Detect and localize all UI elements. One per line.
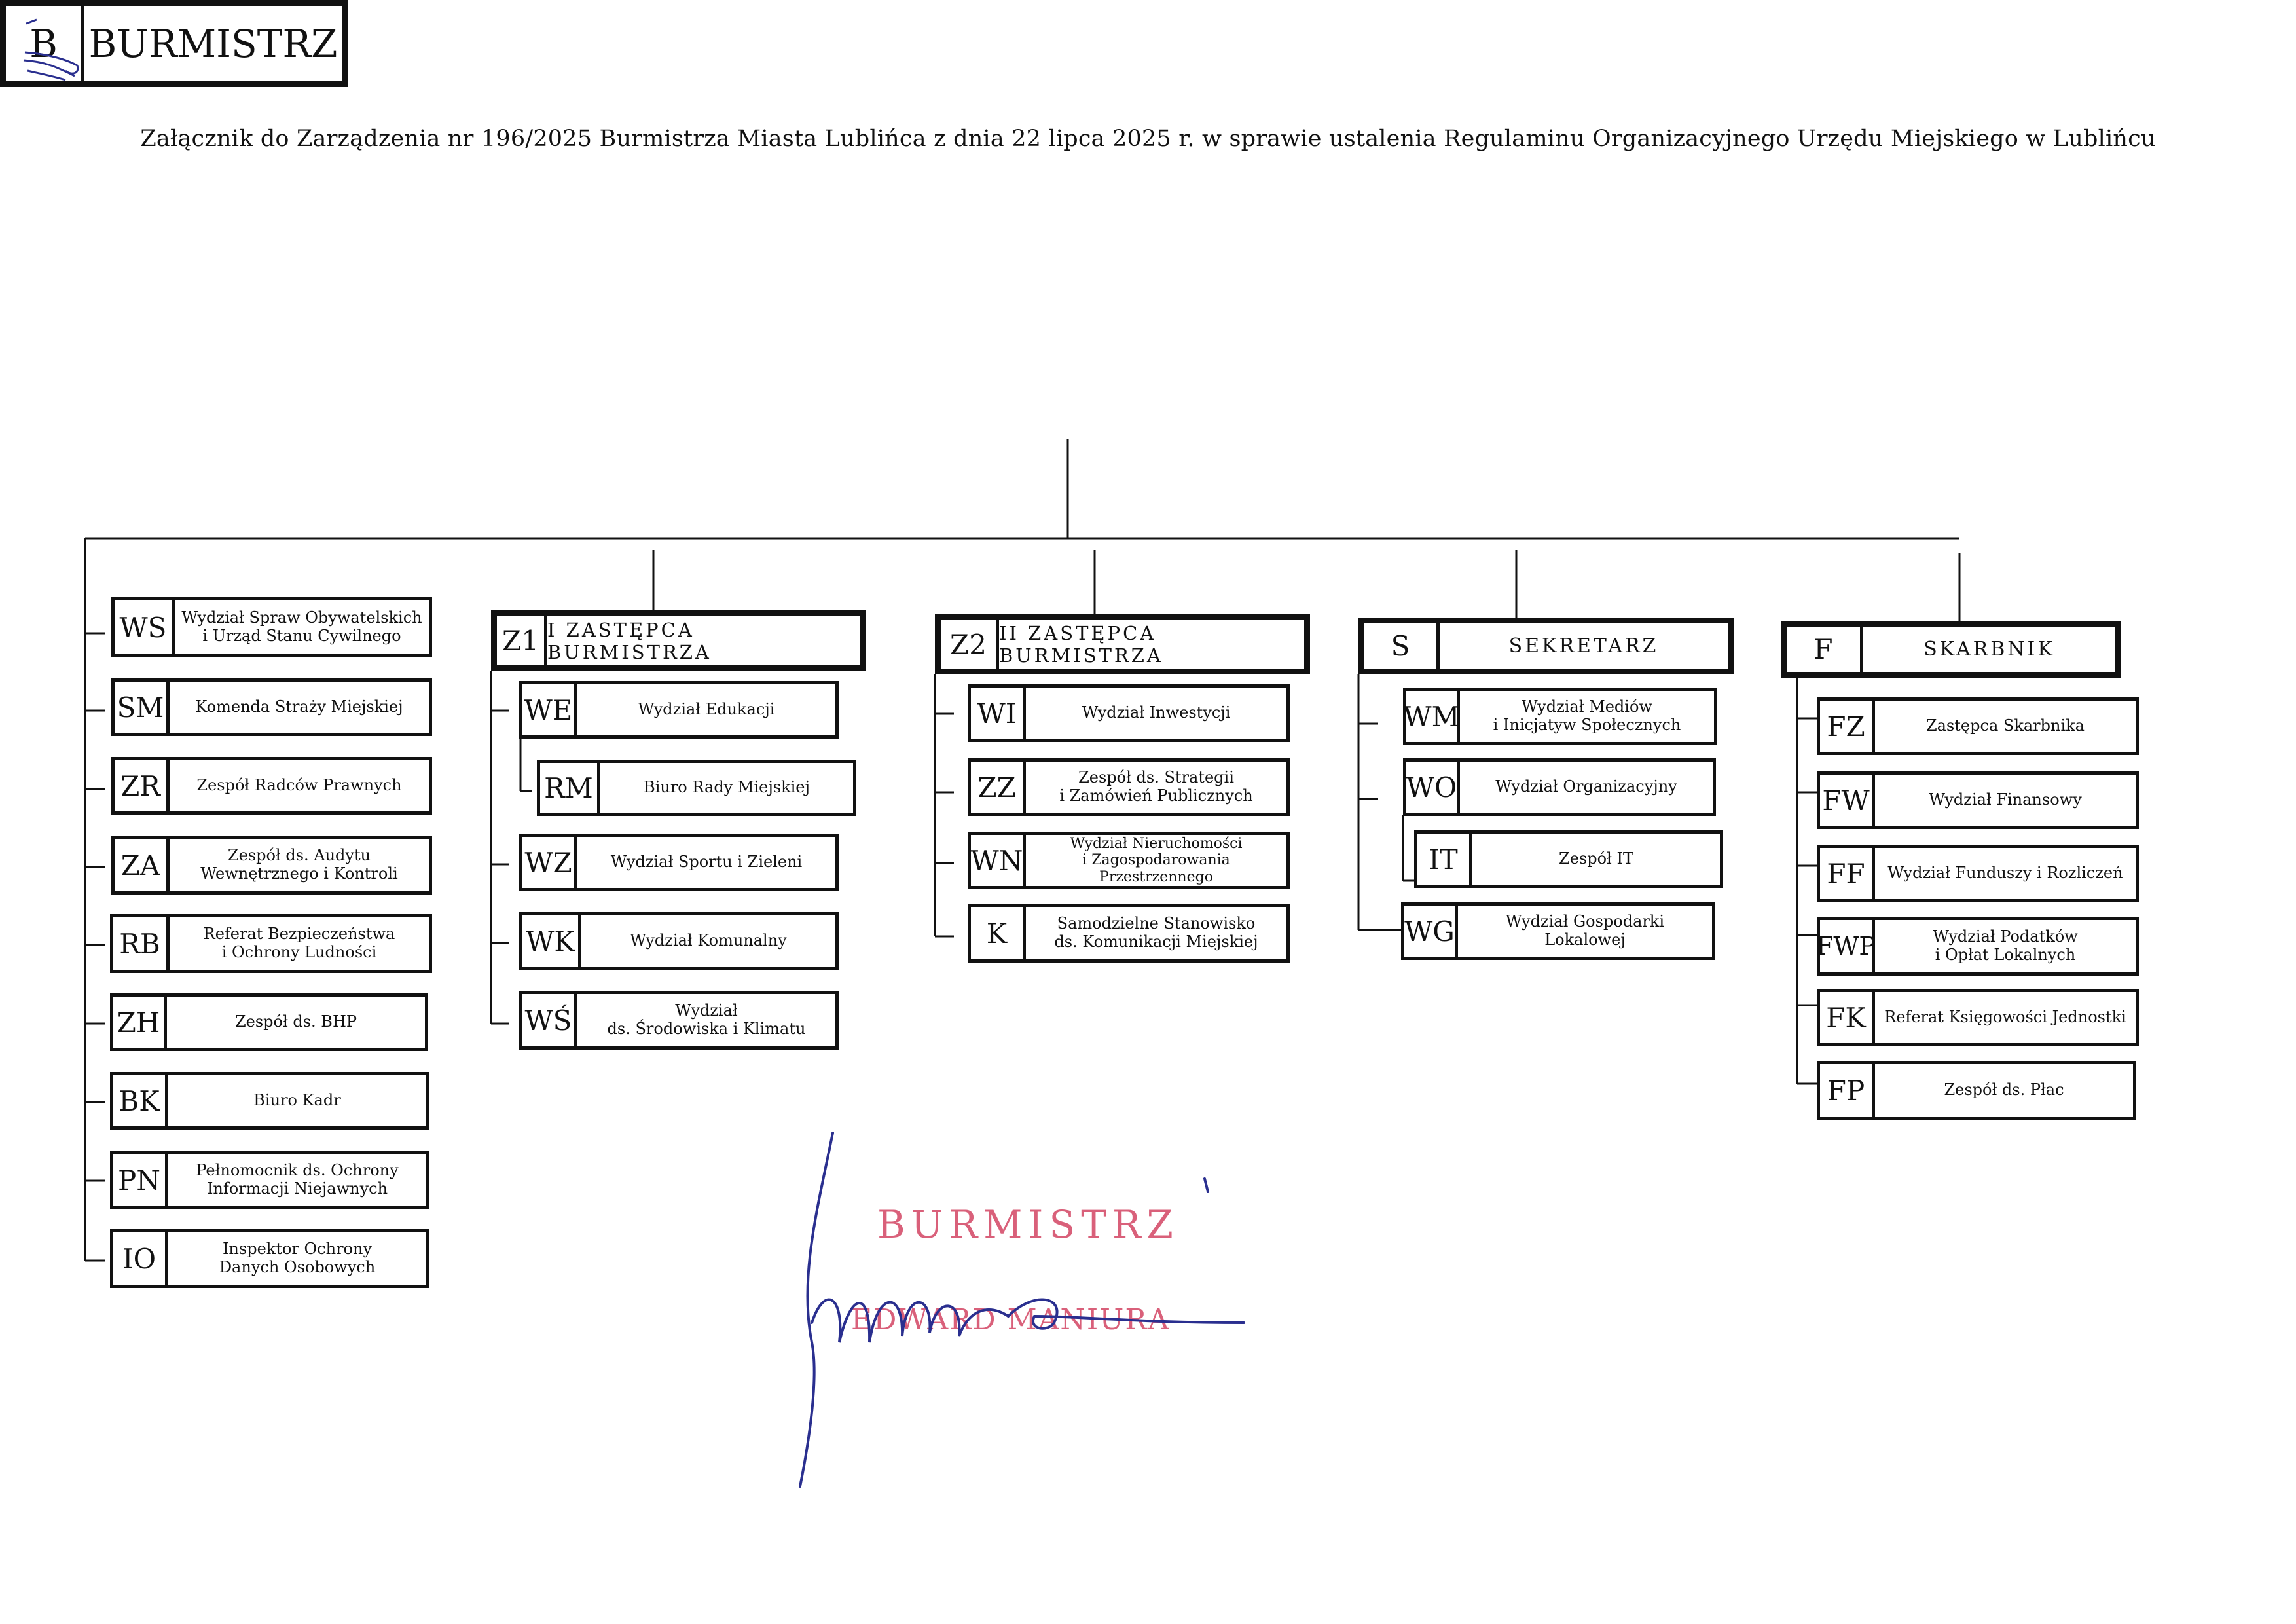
unit-code: FP [1820, 1064, 1875, 1116]
node-name: SKARBNIK [1923, 638, 2055, 661]
unit-code: RM [540, 763, 600, 813]
unit-code: WE [522, 684, 577, 735]
unit-name: Wydział Spraw Obywatelskich i Urząd Stanu Cywilnego [181, 608, 422, 645]
unit-code: WN [971, 835, 1026, 886]
unit-name: Referat Bezpieczeństwa i Ochrony Ludności [203, 925, 395, 961]
unit-code: WG [1404, 906, 1458, 957]
unit-wo [1403, 758, 1716, 816]
unit-code: FWP [1820, 920, 1875, 972]
unit-fk [1817, 989, 2139, 1046]
unit-name: Inspektor Ochrony Danych Osobowych [219, 1240, 376, 1276]
unit-code: IO [113, 1232, 168, 1285]
unit-wi [968, 684, 1290, 742]
document-title: Załącznik do Zarządzenia nr 196/2025 Burmistrza Miasta Lublińca z dnia 22 lipca 2025 r. w sprawie ustalenia Regulaminu Organizacyjnego Urzędu Miejskiego w Lublińcu [140, 126, 2156, 152]
node-name: II ZASTĘPCA BURMISTRZA [999, 622, 1163, 667]
unit-rm [537, 760, 856, 816]
unit-it [1414, 830, 1723, 888]
initials-mark [20, 13, 98, 85]
unit-name: Wydział Nieruchomości i Zagospodarowania Przestrzennego [1070, 836, 1243, 885]
unit-code: WK [522, 915, 581, 967]
unit-code: WZ [522, 837, 577, 888]
node-name: BURMISTRZ [88, 21, 338, 66]
unit-wn [968, 832, 1290, 889]
unit-pn [110, 1151, 429, 1209]
unit-name: Biuro Rady Miejskiej [644, 778, 810, 797]
z2-node [935, 614, 1310, 674]
unit-code: FW [1820, 775, 1875, 826]
unit-fz [1817, 697, 2139, 755]
unit-wg [1401, 902, 1715, 960]
unit-name: Zespół ds. Audytu Wewnętrznego i Kontroli [200, 846, 398, 883]
unit-name: Zastępca Skarbnika [1925, 716, 2085, 735]
unit-k [968, 904, 1290, 963]
unit-zz [968, 758, 1290, 816]
unit-name: Zespół ds. Płac [1944, 1080, 2064, 1099]
unit-fp [1817, 1061, 2136, 1120]
unit-code: RB [113, 917, 170, 970]
unit-fw [1817, 771, 2139, 829]
unit-name: Wydział Finansowy [1929, 790, 2082, 809]
unit-ff [1817, 845, 2139, 902]
unit-bk [110, 1072, 429, 1130]
unit-code: ZA [115, 839, 170, 891]
unit-wz [519, 834, 839, 891]
node-code: F [1787, 627, 1863, 672]
unit-rb [110, 914, 432, 973]
unit-code: WS [115, 600, 175, 654]
unit-code: WO [1406, 762, 1460, 813]
node-code: Z2 [941, 620, 999, 669]
unit-name: Wydział Funduszy i Rozliczeń [1887, 864, 2123, 883]
unit-name: Zespół IT [1559, 849, 1633, 868]
unit-code: FF [1820, 848, 1875, 899]
unit-name: Zespół ds. Strategii i Zamówień Publicznych [1059, 768, 1253, 805]
node-code: B [6, 6, 84, 81]
node-name: I ZASTĘPCA BURMISTRZA [547, 618, 712, 663]
unit-name: Wydział Gospodarki Lokalowej [1505, 912, 1665, 949]
node-name: SEKRETARZ [1508, 635, 1659, 657]
unit-wk [519, 912, 839, 970]
unit-name: Wydział ds. Środowiska i Klimatu [607, 1001, 806, 1038]
unit-za [111, 836, 432, 895]
unit-code: WI [971, 688, 1026, 739]
unit-name: Komenda Straży Miejskiej [195, 697, 403, 716]
unit-zr [111, 757, 432, 815]
unit-we [519, 681, 839, 739]
unit-code: PN [113, 1154, 168, 1206]
unit-name: Wydział Mediów i Inicjatyw Społecznych [1493, 697, 1681, 734]
unit-code: FZ [1820, 701, 1875, 752]
unit-name: Wydział Podatków i Opłat Lokalnych [1933, 927, 2078, 964]
unit-code: WM [1406, 691, 1460, 742]
unit-name: Pełnomocnik ds. Ochrony Informacji Niejawnych [196, 1161, 399, 1198]
unit-name: Zespół ds. BHP [234, 1012, 357, 1031]
unit-code: ZH [113, 997, 167, 1048]
unit-io [110, 1229, 429, 1288]
unit-name: Biuro Kadr [253, 1091, 341, 1110]
unit-code: ZZ [971, 762, 1026, 813]
unit-name: Wydział Inwestycji [1082, 703, 1231, 722]
unit-code: SM [115, 682, 170, 733]
s-node [1358, 618, 1734, 674]
unit-code: IT [1417, 834, 1472, 885]
unit-name: Wydział Organizacyjny [1495, 777, 1677, 796]
unit-fwp [1817, 917, 2139, 976]
node-code: S [1364, 623, 1440, 669]
handwritten-signature [773, 1126, 1336, 1493]
unit-ws [111, 597, 432, 657]
unit-code: K [971, 907, 1026, 959]
stamp-title: BURMISTRZ [877, 1202, 1179, 1247]
unit-wm [1403, 688, 1717, 745]
unit-code: WŚ [522, 994, 577, 1046]
f-node [1781, 621, 2121, 678]
unit-name: Wydział Sportu i Zieleni [610, 853, 803, 872]
unit-name: Referat Księgowości Jednostki [1884, 1008, 2126, 1027]
unit-zh [110, 993, 428, 1051]
unit-code: FK [1820, 992, 1875, 1043]
unit-name: Zespół Radców Prawnych [196, 776, 402, 795]
unit-name: Wydział Komunalny [630, 931, 787, 950]
node-code: Z1 [497, 616, 547, 665]
z1-node [491, 610, 866, 671]
unit-sm [111, 678, 432, 736]
unit-code: ZR [115, 760, 170, 811]
unit-ws-environment [519, 991, 839, 1050]
unit-name: Wydział Edukacji [638, 700, 775, 719]
stamp-name: EDWARD MANIURA [851, 1303, 1171, 1337]
unit-code: BK [113, 1075, 168, 1126]
unit-name: Samodzielne Stanowisko ds. Komunikacji Miejskiej [1054, 914, 1258, 951]
